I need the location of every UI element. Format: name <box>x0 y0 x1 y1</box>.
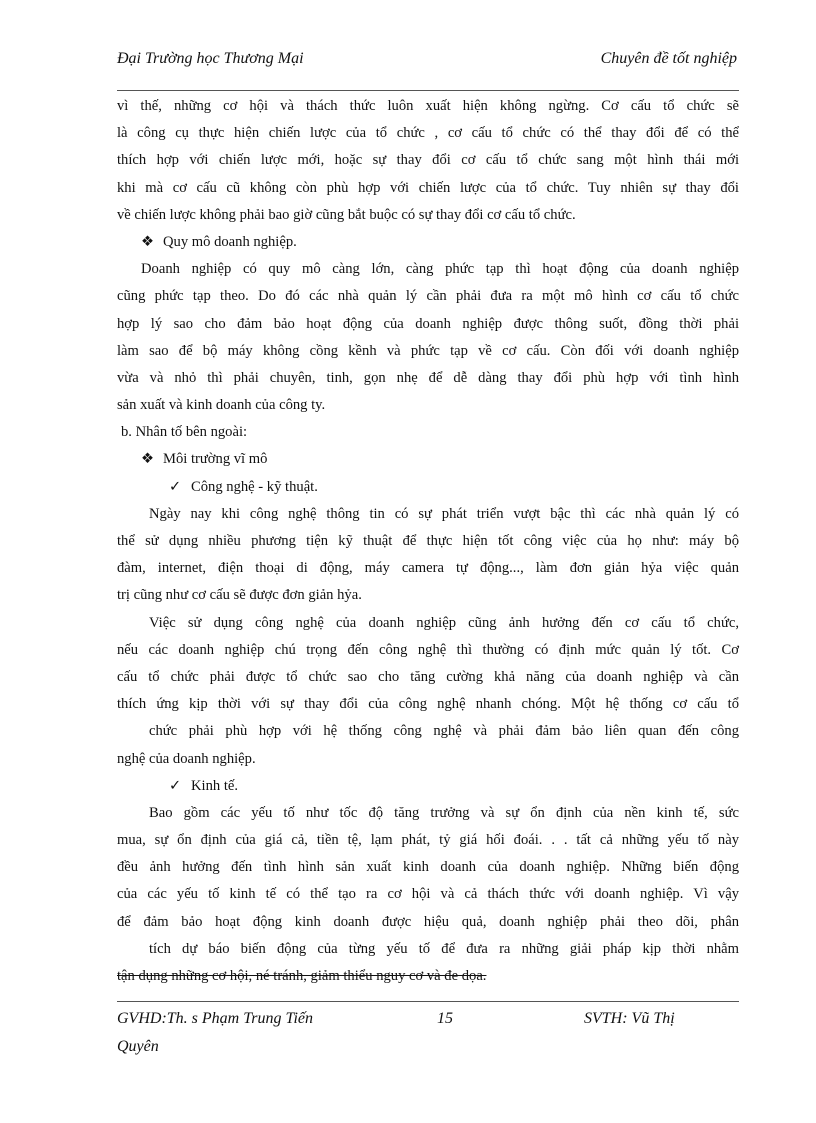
diamond-bullet-icon: ❖ <box>141 233 155 250</box>
body-line: của các yếu tố kinh tế có thể tạo ra cơ hội và cả thách thức với doanh nghiệp. Vì vậy <box>117 886 739 903</box>
checkmark-icon: ✓ <box>169 478 182 495</box>
body-line: thích ứng kịp thời với sự thay đổi của công nghệ nhanh chóng. Một hệ thống cơ cấu tổ <box>117 696 739 713</box>
body-line: Bao gồm các yếu tố như tốc độ tăng trưởng và sự ổn định của nền kinh tế, sức <box>149 804 739 821</box>
bullet-item <box>117 229 739 256</box>
body-line: sản xuất và kinh doanh của công ty. <box>117 397 326 414</box>
page-header <box>117 50 737 74</box>
footer-advisor: GVHD:Th. s Phạm Trung Tiến <box>117 1010 314 1027</box>
footer-student-name: Quyên <box>117 1038 159 1055</box>
body-line: thích hợp với chiến lược mới, hoặc sự thay đổi cơ cấu tổ chức sang một hình thái mới <box>117 152 739 169</box>
check-text: Kinh tế. <box>191 777 239 794</box>
body-line: Việc sử dụng công nghệ của doanh nghiệp cũng ảnh hưởng đến cơ cấu tổ chức, <box>149 614 739 631</box>
body-line: chức phải phù hợp với hệ thống công nghệ và phải đảm bảo liên quan đến công <box>149 723 739 740</box>
header-school: Đại Trường học Thương Mại <box>117 50 304 67</box>
body-line: mua, sự ổn định của giá cả, tiền tệ, lạm phát, tỷ giá hối đoái. . . tất cả những yếu tố này <box>117 832 739 849</box>
footer-rule <box>117 1001 739 1002</box>
body-line: để đảm bảo hoạt động kinh doanh được hiệu quả, doanh nghiệp phải theo dõi, phân <box>117 913 739 930</box>
check-item <box>117 474 739 501</box>
body-line: là công cụ thực hiện chiến lược của tổ chức , cơ cấu tổ chức có thể thay đổi để có thể <box>117 125 739 142</box>
body-line: thể sử dụng nhiều phương tiện kỹ thuật để thực hiện tốt công việc của họ như: máy bộ <box>117 533 739 549</box>
bullet-item <box>117 446 739 473</box>
body-line: Doanh nghiệp có quy mô càng lớn, càng phức tạp thì hoạt động của doanh nghiệp <box>141 261 739 278</box>
body-line: hợp lý sao cho đảm bảo hoạt động của doanh nghiệp được thông suốt, đồng thời phải <box>117 315 739 332</box>
check-text: Công nghệ - kỹ thuật. <box>191 478 318 495</box>
body-line: Ngày nay khi công nghệ thông tin có sự phát triển vượt bậc thì các nhà quản lý có <box>149 505 739 522</box>
body-line: cũng phức tạp theo. Do đó các nhà quản lý cần phải đưa ra một mô hình cơ cấu tổ chức <box>117 288 739 305</box>
checkmark-icon: ✓ <box>169 777 182 794</box>
body-line: nghệ của doanh nghiệp. <box>117 750 256 767</box>
body-line: về chiến lược không phải bao giờ cũng bắt buộc có sự thay đổi cơ cấu tổ chức. <box>117 206 576 223</box>
body-line: vừa và nhỏ thì phải chuyên, tinh, gọn nhẹ để dễ dàng thay đổi phù hợp với tình hình <box>117 369 739 386</box>
page-number: 15 <box>437 1010 453 1027</box>
bullet-text: Quy mô doanh nghiệp. <box>163 233 297 250</box>
body-line: tích dự báo biến động của từng yếu tố để đưa ra những giải pháp kịp thời nhằm <box>149 940 739 957</box>
body-line: đều ảnh hưởng đến tình hình sản xuất kinh doanh của doanh nghiệp. Những biến động <box>117 859 739 876</box>
header-doc-type: Chuyên đề tốt nghiệp <box>600 50 737 67</box>
bullet-text: Môi trường vĩ mô <box>163 451 268 468</box>
body-line: vì thế, những cơ hội và thách thức luôn xuất hiện không ngừng. Cơ cấu tổ chức sẽ <box>117 98 739 114</box>
body-line: tận dụng những cơ hội, né tránh, giảm thiểu nguy cơ và đe dọa. <box>117 968 487 984</box>
body-line: cấu tổ chức phải được tổ chức sao cho tăng cường khả năng của doanh nghiệp và cần <box>117 668 739 685</box>
body-line: đàm, internet, điện thoại di động, máy camera tự động..., làm đơn giản hỷa việc quản <box>117 560 739 577</box>
body-line: làm sao để bộ máy không cồng kềnh và phức tạp về cơ cấu. Còn đối với doanh nghiệp <box>117 342 739 359</box>
footer-student: SVTH: Vũ Thị <box>584 1010 675 1027</box>
check-item <box>117 773 739 800</box>
body-line: trị cũng như cơ cấu sẽ được đơn giản hỷa. <box>117 587 362 604</box>
page-body <box>117 93 739 990</box>
header-rule <box>117 90 739 91</box>
body-line: khi mà cơ cấu cũ không còn phù hợp với chiến lược của tổ chức. Tuy nhiên sự thay đổi <box>117 179 739 196</box>
diamond-bullet-icon: ❖ <box>141 451 155 468</box>
section-heading: b. Nhân tố bên ngoài: <box>121 424 248 441</box>
body-line: nếu các doanh nghiệp chú trọng đến công nghệ thì thường có định mức quản lý tốt. Cơ <box>117 641 739 658</box>
